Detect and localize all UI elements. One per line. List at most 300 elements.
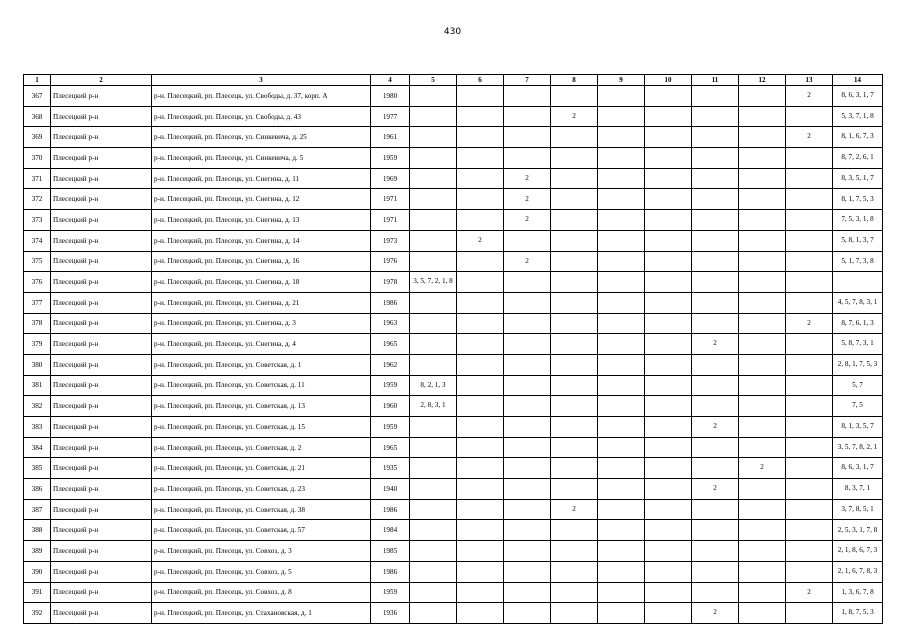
- col14-cell: 2, 5, 3, 1, 7, 8: [833, 520, 883, 541]
- col11-cell: [692, 520, 739, 541]
- col12-cell: [739, 541, 786, 562]
- table-row: [24, 396, 883, 417]
- col14-cell: 8, 6, 3, 1, 7: [833, 458, 883, 479]
- year-cell: 1965: [371, 437, 410, 458]
- col8-cell: [551, 313, 598, 334]
- row-number-cell: 370: [24, 148, 51, 169]
- col5-cell: [410, 417, 457, 438]
- col8-cell: 2: [551, 106, 598, 127]
- col12-cell: [739, 520, 786, 541]
- col8-cell: 2: [551, 499, 598, 520]
- year-cell: 1971: [371, 210, 410, 231]
- col6-cell: 2: [457, 230, 504, 251]
- year-cell: 1962: [371, 354, 410, 375]
- table-row: [24, 499, 883, 520]
- col11-cell: [692, 354, 739, 375]
- col12-cell: [739, 189, 786, 210]
- col5-cell: [410, 603, 457, 624]
- col13-cell: [786, 148, 833, 169]
- row-number-cell: 371: [24, 168, 51, 189]
- district-cell: Плесецкий р-н: [51, 561, 152, 582]
- col8-cell: [551, 437, 598, 458]
- col14-cell: 2, 1, 8, 6, 7, 3: [833, 541, 883, 562]
- district-cell: Плесецкий р-н: [51, 541, 152, 562]
- address-cell: р-н. Плесецкий, рп. Плесецк, ул. Стахановская, д. 1: [152, 603, 371, 624]
- col11-cell: [692, 168, 739, 189]
- col11-cell: [692, 272, 739, 293]
- col12-cell: [739, 127, 786, 148]
- col6-cell: [457, 375, 504, 396]
- col8-cell: [551, 230, 598, 251]
- year-cell: 1959: [371, 148, 410, 169]
- col7-cell: 2: [504, 168, 551, 189]
- address-cell: р-н. Плесецкий, рп. Плесецк, ул. Советская, д. 11: [152, 375, 371, 396]
- row-number-cell: 375: [24, 251, 51, 272]
- address-cell: р-н. Плесецкий, рп. Плесецк, ул. Советская, д. 13: [152, 396, 371, 417]
- year-cell: 1960: [371, 396, 410, 417]
- year-cell: 1978: [371, 272, 410, 293]
- col13-cell: [786, 334, 833, 355]
- col12-cell: [739, 499, 786, 520]
- col5-cell: [410, 520, 457, 541]
- col6-cell: [457, 354, 504, 375]
- year-cell: 1986: [371, 499, 410, 520]
- column-header-3: 3: [152, 75, 371, 86]
- col6-cell: [457, 437, 504, 458]
- table-row: [24, 106, 883, 127]
- column-header-1: 1: [24, 75, 51, 86]
- col5-cell: [410, 458, 457, 479]
- address-cell: р-н. Плесецкий, рп. Плесецк, ул. Совхоз, д. 5: [152, 561, 371, 582]
- col7-cell: [504, 458, 551, 479]
- col13-cell: [786, 479, 833, 500]
- district-cell: Плесецкий р-н: [51, 396, 152, 417]
- col13-cell: [786, 251, 833, 272]
- col13-cell: [786, 561, 833, 582]
- col8-cell: [551, 458, 598, 479]
- col7-cell: [504, 334, 551, 355]
- col14-cell: 5, 3, 7, 1, 8: [833, 106, 883, 127]
- row-number-cell: 387: [24, 499, 51, 520]
- row-number-cell: 392: [24, 603, 51, 624]
- col14-cell: 8, 7, 6, 1, 3: [833, 313, 883, 334]
- column-header-5: 5: [410, 75, 457, 86]
- district-cell: Плесецкий р-н: [51, 127, 152, 148]
- table-body: [24, 86, 883, 624]
- district-cell: Плесецкий р-н: [51, 375, 152, 396]
- col5-cell: [410, 561, 457, 582]
- col7-cell: [504, 127, 551, 148]
- district-cell: Плесецкий р-н: [51, 479, 152, 500]
- district-cell: Плесецкий р-н: [51, 86, 152, 107]
- col12-cell: [739, 417, 786, 438]
- district-cell: Плесецкий р-н: [51, 603, 152, 624]
- district-cell: Плесецкий р-н: [51, 520, 152, 541]
- year-cell: 1986: [371, 292, 410, 313]
- col13-cell: [786, 417, 833, 438]
- col13-cell: [786, 437, 833, 458]
- table-row: [24, 479, 883, 500]
- row-number-cell: 388: [24, 520, 51, 541]
- col12-cell: [739, 396, 786, 417]
- year-cell: 1959: [371, 582, 410, 603]
- col8-cell: [551, 272, 598, 293]
- row-number-cell: 367: [24, 86, 51, 107]
- col10-cell: [645, 479, 692, 500]
- col7-cell: 2: [504, 189, 551, 210]
- col7-cell: [504, 520, 551, 541]
- row-number-cell: 368: [24, 106, 51, 127]
- col8-cell: [551, 354, 598, 375]
- col9-cell: [598, 354, 645, 375]
- col14-cell: 2, 1, 6, 7, 8, 3: [833, 561, 883, 582]
- address-cell: р-н. Плесецкий, рп. Плесецк, ул. Снегина, д. 11: [152, 168, 371, 189]
- col13-cell: 2: [786, 313, 833, 334]
- col12-cell: [739, 106, 786, 127]
- col11-cell: [692, 458, 739, 479]
- row-number-cell: 389: [24, 541, 51, 562]
- col9-cell: [598, 313, 645, 334]
- col9-cell: [598, 499, 645, 520]
- year-cell: 1961: [371, 127, 410, 148]
- col11-cell: [692, 582, 739, 603]
- col12-cell: [739, 210, 786, 231]
- address-cell: р-н. Плесецкий, рп. Плесецк, ул. Снегина, д. 21: [152, 292, 371, 313]
- column-header-2: 2: [51, 75, 152, 86]
- col12-cell: [739, 148, 786, 169]
- col9-cell: [598, 603, 645, 624]
- col5-cell: [410, 86, 457, 107]
- col14-cell: [833, 272, 883, 293]
- col8-cell: [551, 86, 598, 107]
- col6-cell: [457, 582, 504, 603]
- col5-cell: [410, 210, 457, 231]
- table-row: [24, 458, 883, 479]
- col10-cell: [645, 458, 692, 479]
- col13-cell: [786, 603, 833, 624]
- table-row: [24, 417, 883, 438]
- row-number-cell: 377: [24, 292, 51, 313]
- col11-cell: [692, 127, 739, 148]
- col13-cell: 2: [786, 582, 833, 603]
- col14-cell: 3, 7, 8, 5, 1: [833, 499, 883, 520]
- col10-cell: [645, 189, 692, 210]
- col6-cell: [457, 561, 504, 582]
- col11-cell: [692, 375, 739, 396]
- col9-cell: [598, 106, 645, 127]
- col7-cell: 2: [504, 251, 551, 272]
- col8-cell: [551, 127, 598, 148]
- table-row: [24, 603, 883, 624]
- col12-cell: [739, 437, 786, 458]
- address-cell: р-н. Плесецкий, рп. Плесецк, ул. Советская, д. 2: [152, 437, 371, 458]
- address-cell: р-н. Плесецкий, рп. Плесецк, ул. Снегина, д. 4: [152, 334, 371, 355]
- col11-cell: [692, 437, 739, 458]
- column-header-9: 9: [598, 75, 645, 86]
- col9-cell: [598, 334, 645, 355]
- table-header-row: [24, 75, 883, 86]
- col6-cell: [457, 127, 504, 148]
- col13-cell: [786, 106, 833, 127]
- year-cell: 1935: [371, 458, 410, 479]
- col13-cell: 2: [786, 86, 833, 107]
- col10-cell: [645, 354, 692, 375]
- col10-cell: [645, 375, 692, 396]
- col7-cell: 2: [504, 210, 551, 231]
- district-cell: Плесецкий р-н: [51, 230, 152, 251]
- table-row: [24, 582, 883, 603]
- district-cell: Плесецкий р-н: [51, 272, 152, 293]
- col10-cell: [645, 437, 692, 458]
- year-cell: 1980: [371, 86, 410, 107]
- district-cell: Плесецкий р-н: [51, 582, 152, 603]
- col8-cell: [551, 375, 598, 396]
- col13-cell: [786, 396, 833, 417]
- district-cell: Плесецкий р-н: [51, 148, 152, 169]
- col11-cell: 2: [692, 417, 739, 438]
- col12-cell: [739, 168, 786, 189]
- table-row: [24, 437, 883, 458]
- col5-cell: [410, 251, 457, 272]
- col10-cell: [645, 148, 692, 169]
- col7-cell: [504, 582, 551, 603]
- col5-cell: 3, 5, 7, 2, 1, 8: [410, 272, 457, 293]
- col9-cell: [598, 458, 645, 479]
- col14-cell: 1, 8, 7, 5, 3: [833, 603, 883, 624]
- col5-cell: [410, 437, 457, 458]
- col13-cell: [786, 272, 833, 293]
- col8-cell: [551, 334, 598, 355]
- col5-cell: [410, 354, 457, 375]
- col8-cell: [551, 603, 598, 624]
- col7-cell: [504, 313, 551, 334]
- year-cell: 1963: [371, 313, 410, 334]
- row-number-cell: 390: [24, 561, 51, 582]
- col10-cell: [645, 86, 692, 107]
- column-header-4: 4: [371, 75, 410, 86]
- year-cell: 1973: [371, 230, 410, 251]
- col10-cell: [645, 168, 692, 189]
- row-number-cell: 386: [24, 479, 51, 500]
- col8-cell: [551, 479, 598, 500]
- col6-cell: [457, 292, 504, 313]
- address-cell: р-н. Плесецкий, рп. Плесецк, ул. Синкевича, д. 25: [152, 127, 371, 148]
- col7-cell: [504, 603, 551, 624]
- col7-cell: [504, 148, 551, 169]
- district-cell: Плесецкий р-н: [51, 458, 152, 479]
- col7-cell: [504, 437, 551, 458]
- address-cell: р-н. Плесецкий, рп. Плесецк, ул. Советская, д. 15: [152, 417, 371, 438]
- col8-cell: [551, 210, 598, 231]
- col14-cell: 7, 5, 3, 1, 8: [833, 210, 883, 231]
- col5-cell: [410, 313, 457, 334]
- table-row: [24, 272, 883, 293]
- district-cell: Плесецкий р-н: [51, 313, 152, 334]
- col8-cell: [551, 561, 598, 582]
- col11-cell: [692, 499, 739, 520]
- col12-cell: [739, 313, 786, 334]
- col12-cell: [739, 86, 786, 107]
- address-cell: р-н. Плесецкий, рп. Плесецк, ул. Снегина, д. 16: [152, 251, 371, 272]
- district-cell: Плесецкий р-н: [51, 354, 152, 375]
- col11-cell: [692, 396, 739, 417]
- col14-cell: 8, 3, 5, 1, 7: [833, 168, 883, 189]
- col6-cell: [457, 86, 504, 107]
- column-header-7: 7: [504, 75, 551, 86]
- column-header-6: 6: [457, 75, 504, 86]
- col7-cell: [504, 499, 551, 520]
- year-cell: 1985: [371, 541, 410, 562]
- col10-cell: [645, 541, 692, 562]
- col5-cell: [410, 479, 457, 500]
- col5-cell: [410, 189, 457, 210]
- col9-cell: [598, 375, 645, 396]
- col7-cell: [504, 541, 551, 562]
- row-number-cell: 385: [24, 458, 51, 479]
- col7-cell: [504, 272, 551, 293]
- col6-cell: [457, 479, 504, 500]
- col8-cell: [551, 541, 598, 562]
- col13-cell: [786, 210, 833, 231]
- col11-cell: [692, 292, 739, 313]
- address-cell: р-н. Плесецкий, рп. Плесецк, ул. Свободы, д. 43: [152, 106, 371, 127]
- address-cell: р-н. Плесецкий, рп. Плесецк, ул. Снегина, д. 18: [152, 272, 371, 293]
- col12-cell: [739, 603, 786, 624]
- col5-cell: [410, 334, 457, 355]
- col7-cell: [504, 292, 551, 313]
- col12-cell: [739, 334, 786, 355]
- address-cell: р-н. Плесецкий, рп. Плесецк, ул. Советская, д. 38: [152, 499, 371, 520]
- col10-cell: [645, 292, 692, 313]
- col6-cell: [457, 541, 504, 562]
- table-row: [24, 210, 883, 231]
- col14-cell: 5, 7: [833, 375, 883, 396]
- year-cell: 1969: [371, 168, 410, 189]
- year-cell: 1936: [371, 603, 410, 624]
- col5-cell: 8, 2, 1, 3: [410, 375, 457, 396]
- col6-cell: [457, 106, 504, 127]
- col11-cell: [692, 106, 739, 127]
- col6-cell: [457, 458, 504, 479]
- address-cell: р-н. Плесецкий, рп. Плесецк, ул. Совхоз, д. 8: [152, 582, 371, 603]
- col5-cell: 2, 8, 3, 1: [410, 396, 457, 417]
- col14-cell: 1, 3, 6, 7, 8: [833, 582, 883, 603]
- col7-cell: [504, 230, 551, 251]
- col11-cell: [692, 313, 739, 334]
- col9-cell: [598, 292, 645, 313]
- col9-cell: [598, 582, 645, 603]
- address-cell: р-н. Плесецкий, рп. Плесецк, ул. Советская, д. 21: [152, 458, 371, 479]
- col12-cell: 2: [739, 458, 786, 479]
- district-cell: Плесецкий р-н: [51, 292, 152, 313]
- col10-cell: [645, 272, 692, 293]
- col7-cell: [504, 396, 551, 417]
- col8-cell: [551, 582, 598, 603]
- col14-cell: 2, 8, 1, 7, 5, 3: [833, 354, 883, 375]
- col14-cell: 8, 1, 6, 7, 3: [833, 127, 883, 148]
- address-cell: р-н. Плесецкий, рп. Плесецк, ул. Снегина, д. 14: [152, 230, 371, 251]
- column-header-11: 11: [692, 75, 739, 86]
- col10-cell: [645, 582, 692, 603]
- col9-cell: [598, 127, 645, 148]
- col14-cell: 7, 5: [833, 396, 883, 417]
- col12-cell: [739, 375, 786, 396]
- address-cell: р-н. Плесецкий, рп. Плесецк, ул. Снегина, д. 3: [152, 313, 371, 334]
- col10-cell: [645, 396, 692, 417]
- table-row: [24, 561, 883, 582]
- table-row: [24, 541, 883, 562]
- col5-cell: [410, 168, 457, 189]
- table-row: [24, 189, 883, 210]
- address-cell: р-н. Плесецкий, рп. Плесецк, ул. Снегина, д. 13: [152, 210, 371, 231]
- row-number-cell: 373: [24, 210, 51, 231]
- col6-cell: [457, 499, 504, 520]
- col8-cell: [551, 148, 598, 169]
- col10-cell: [645, 334, 692, 355]
- col13-cell: [786, 292, 833, 313]
- table-row: [24, 313, 883, 334]
- table-row: [24, 230, 883, 251]
- year-cell: 1976: [371, 251, 410, 272]
- row-number-cell: 382: [24, 396, 51, 417]
- col14-cell: 5, 8, 7, 3, 1: [833, 334, 883, 355]
- row-number-cell: 384: [24, 437, 51, 458]
- col10-cell: [645, 561, 692, 582]
- row-number-cell: 381: [24, 375, 51, 396]
- column-header-13: 13: [786, 75, 833, 86]
- year-cell: 1959: [371, 375, 410, 396]
- address-cell: р-н. Плесецкий, рп. Плесецк, ул. Совхоз, д. 3: [152, 541, 371, 562]
- col13-cell: [786, 520, 833, 541]
- col11-cell: [692, 86, 739, 107]
- column-header-10: 10: [645, 75, 692, 86]
- year-cell: 1959: [371, 417, 410, 438]
- col14-cell: 8, 1, 3, 5, 7: [833, 417, 883, 438]
- district-cell: Плесецкий р-н: [51, 210, 152, 231]
- address-cell: р-н. Плесецкий, рп. Плесецк, ул. Советская, д. 23: [152, 479, 371, 500]
- col8-cell: [551, 292, 598, 313]
- row-number-cell: 369: [24, 127, 51, 148]
- col5-cell: [410, 127, 457, 148]
- col12-cell: [739, 561, 786, 582]
- col11-cell: 2: [692, 334, 739, 355]
- column-header-12: 12: [739, 75, 786, 86]
- col13-cell: [786, 168, 833, 189]
- district-cell: Плесецкий р-н: [51, 251, 152, 272]
- col9-cell: [598, 230, 645, 251]
- col8-cell: [551, 396, 598, 417]
- address-cell: р-н. Плесецкий, рп. Плесецк, ул. Советская, д. 57: [152, 520, 371, 541]
- col6-cell: [457, 210, 504, 231]
- col5-cell: [410, 541, 457, 562]
- table-row: [24, 86, 883, 107]
- col7-cell: [504, 354, 551, 375]
- col13-cell: [786, 375, 833, 396]
- col11-cell: 2: [692, 479, 739, 500]
- table-row: [24, 251, 883, 272]
- year-cell: 1984: [371, 520, 410, 541]
- address-cell: р-н. Плесецкий, рп. Плесецк, ул. Снегина, д. 12: [152, 189, 371, 210]
- col9-cell: [598, 561, 645, 582]
- year-cell: 1986: [371, 561, 410, 582]
- col9-cell: [598, 479, 645, 500]
- col14-cell: 8, 3, 7, 1: [833, 479, 883, 500]
- col10-cell: [645, 251, 692, 272]
- year-cell: 1977: [371, 106, 410, 127]
- col5-cell: [410, 499, 457, 520]
- col8-cell: [551, 168, 598, 189]
- col11-cell: [692, 230, 739, 251]
